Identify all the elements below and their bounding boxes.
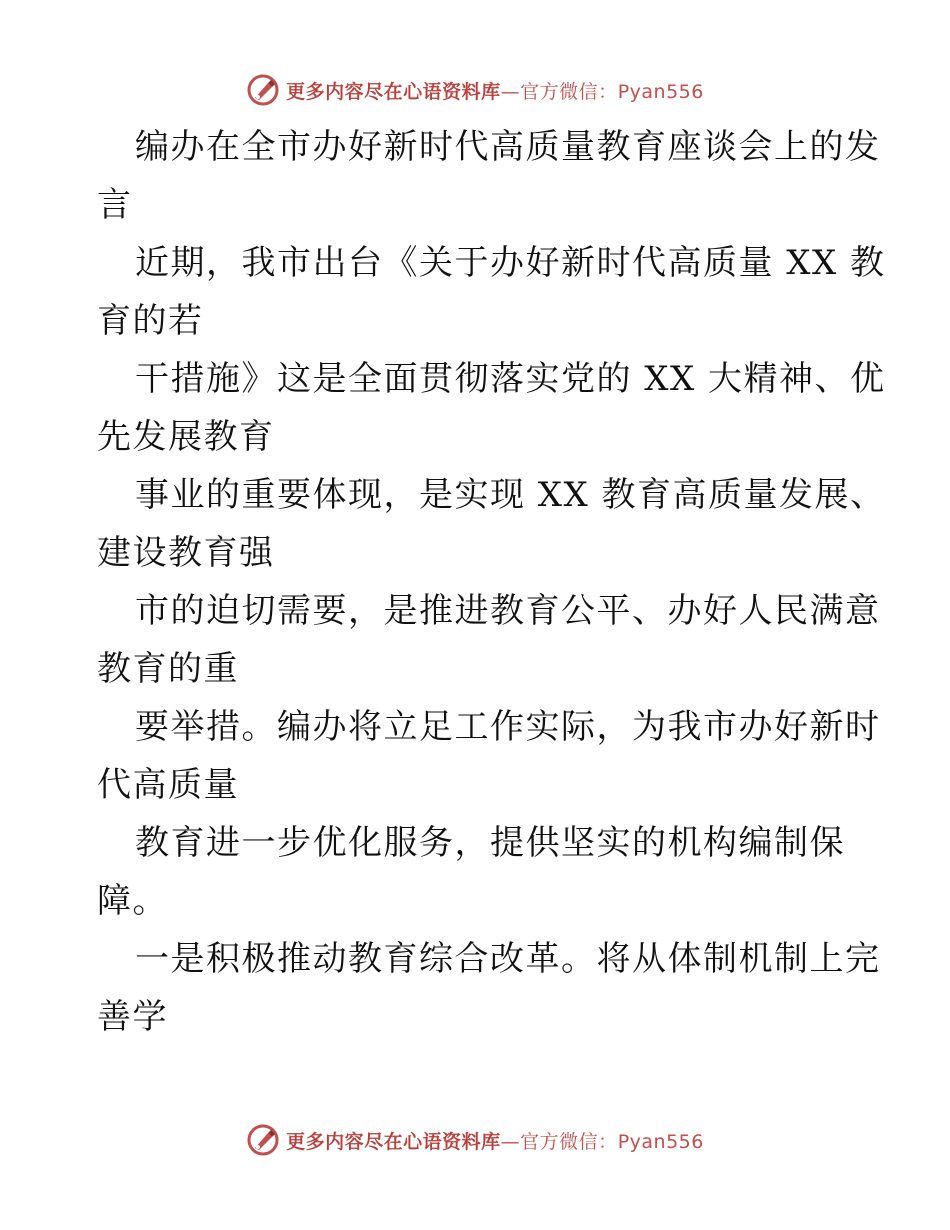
paragraph-line: 障。 <box>97 881 168 921</box>
header-wechat-id: Pyan556 <box>617 80 704 103</box>
paragraph-line: 事业的重要体现，是实现 XX 教育高质量发展、 <box>135 475 886 515</box>
paragraph-line: 干措施》这是全面贯彻落实党的 XX 大精神、优 <box>135 359 886 399</box>
paragraph-line: 一是积极推动教育综合改革。将从体制机制上完 <box>135 939 881 979</box>
footer-banner-text <box>286 1127 704 1154</box>
paragraph-line: 代高质量 <box>97 765 239 805</box>
footer-wechat-id: Pyan556 <box>617 1130 704 1153</box>
header-banner-text <box>286 77 704 104</box>
document-title-line-2: 言 <box>97 185 133 225</box>
paragraph-line: 市的迫切需要，是推进教育公平、办好人民满意 <box>135 591 881 631</box>
footer-dash: — <box>500 1130 521 1153</box>
header-wechat-label: 官方微信： <box>520 80 618 103</box>
paragraph-line: 建设教育强 <box>97 533 275 573</box>
paragraph-line: 要举措。编办将立足工作实际，为我市办好新时 <box>135 707 881 747</box>
paragraph-line: 教育的重 <box>97 649 239 689</box>
paragraph-line: 育的若 <box>97 301 204 341</box>
footer-brand: 更多内容尽在心语资料库 <box>286 1130 501 1153</box>
paragraph-line: 教育进一步优化服务，提供坚实的机构编制保 <box>135 823 845 863</box>
paragraph-line: 先发展教育 <box>97 417 275 457</box>
header-dash: — <box>500 80 521 103</box>
footer-wechat-label: 官方微信： <box>520 1130 618 1153</box>
pen-logo-icon <box>246 1123 280 1157</box>
document-body <box>97 118 886 1046</box>
document-title-line-1: 编办在全市办好新时代高质量教育座谈会上的发 <box>135 127 881 167</box>
paragraph-line: 近期，我市出台《关于办好新时代高质量 XX 教 <box>135 243 886 283</box>
footer-banner <box>0 1120 950 1160</box>
header-brand: 更多内容尽在心语资料库 <box>286 80 501 103</box>
pen-logo-icon <box>246 73 280 107</box>
header-banner <box>0 70 950 110</box>
paragraph-line: 善学 <box>97 997 168 1037</box>
